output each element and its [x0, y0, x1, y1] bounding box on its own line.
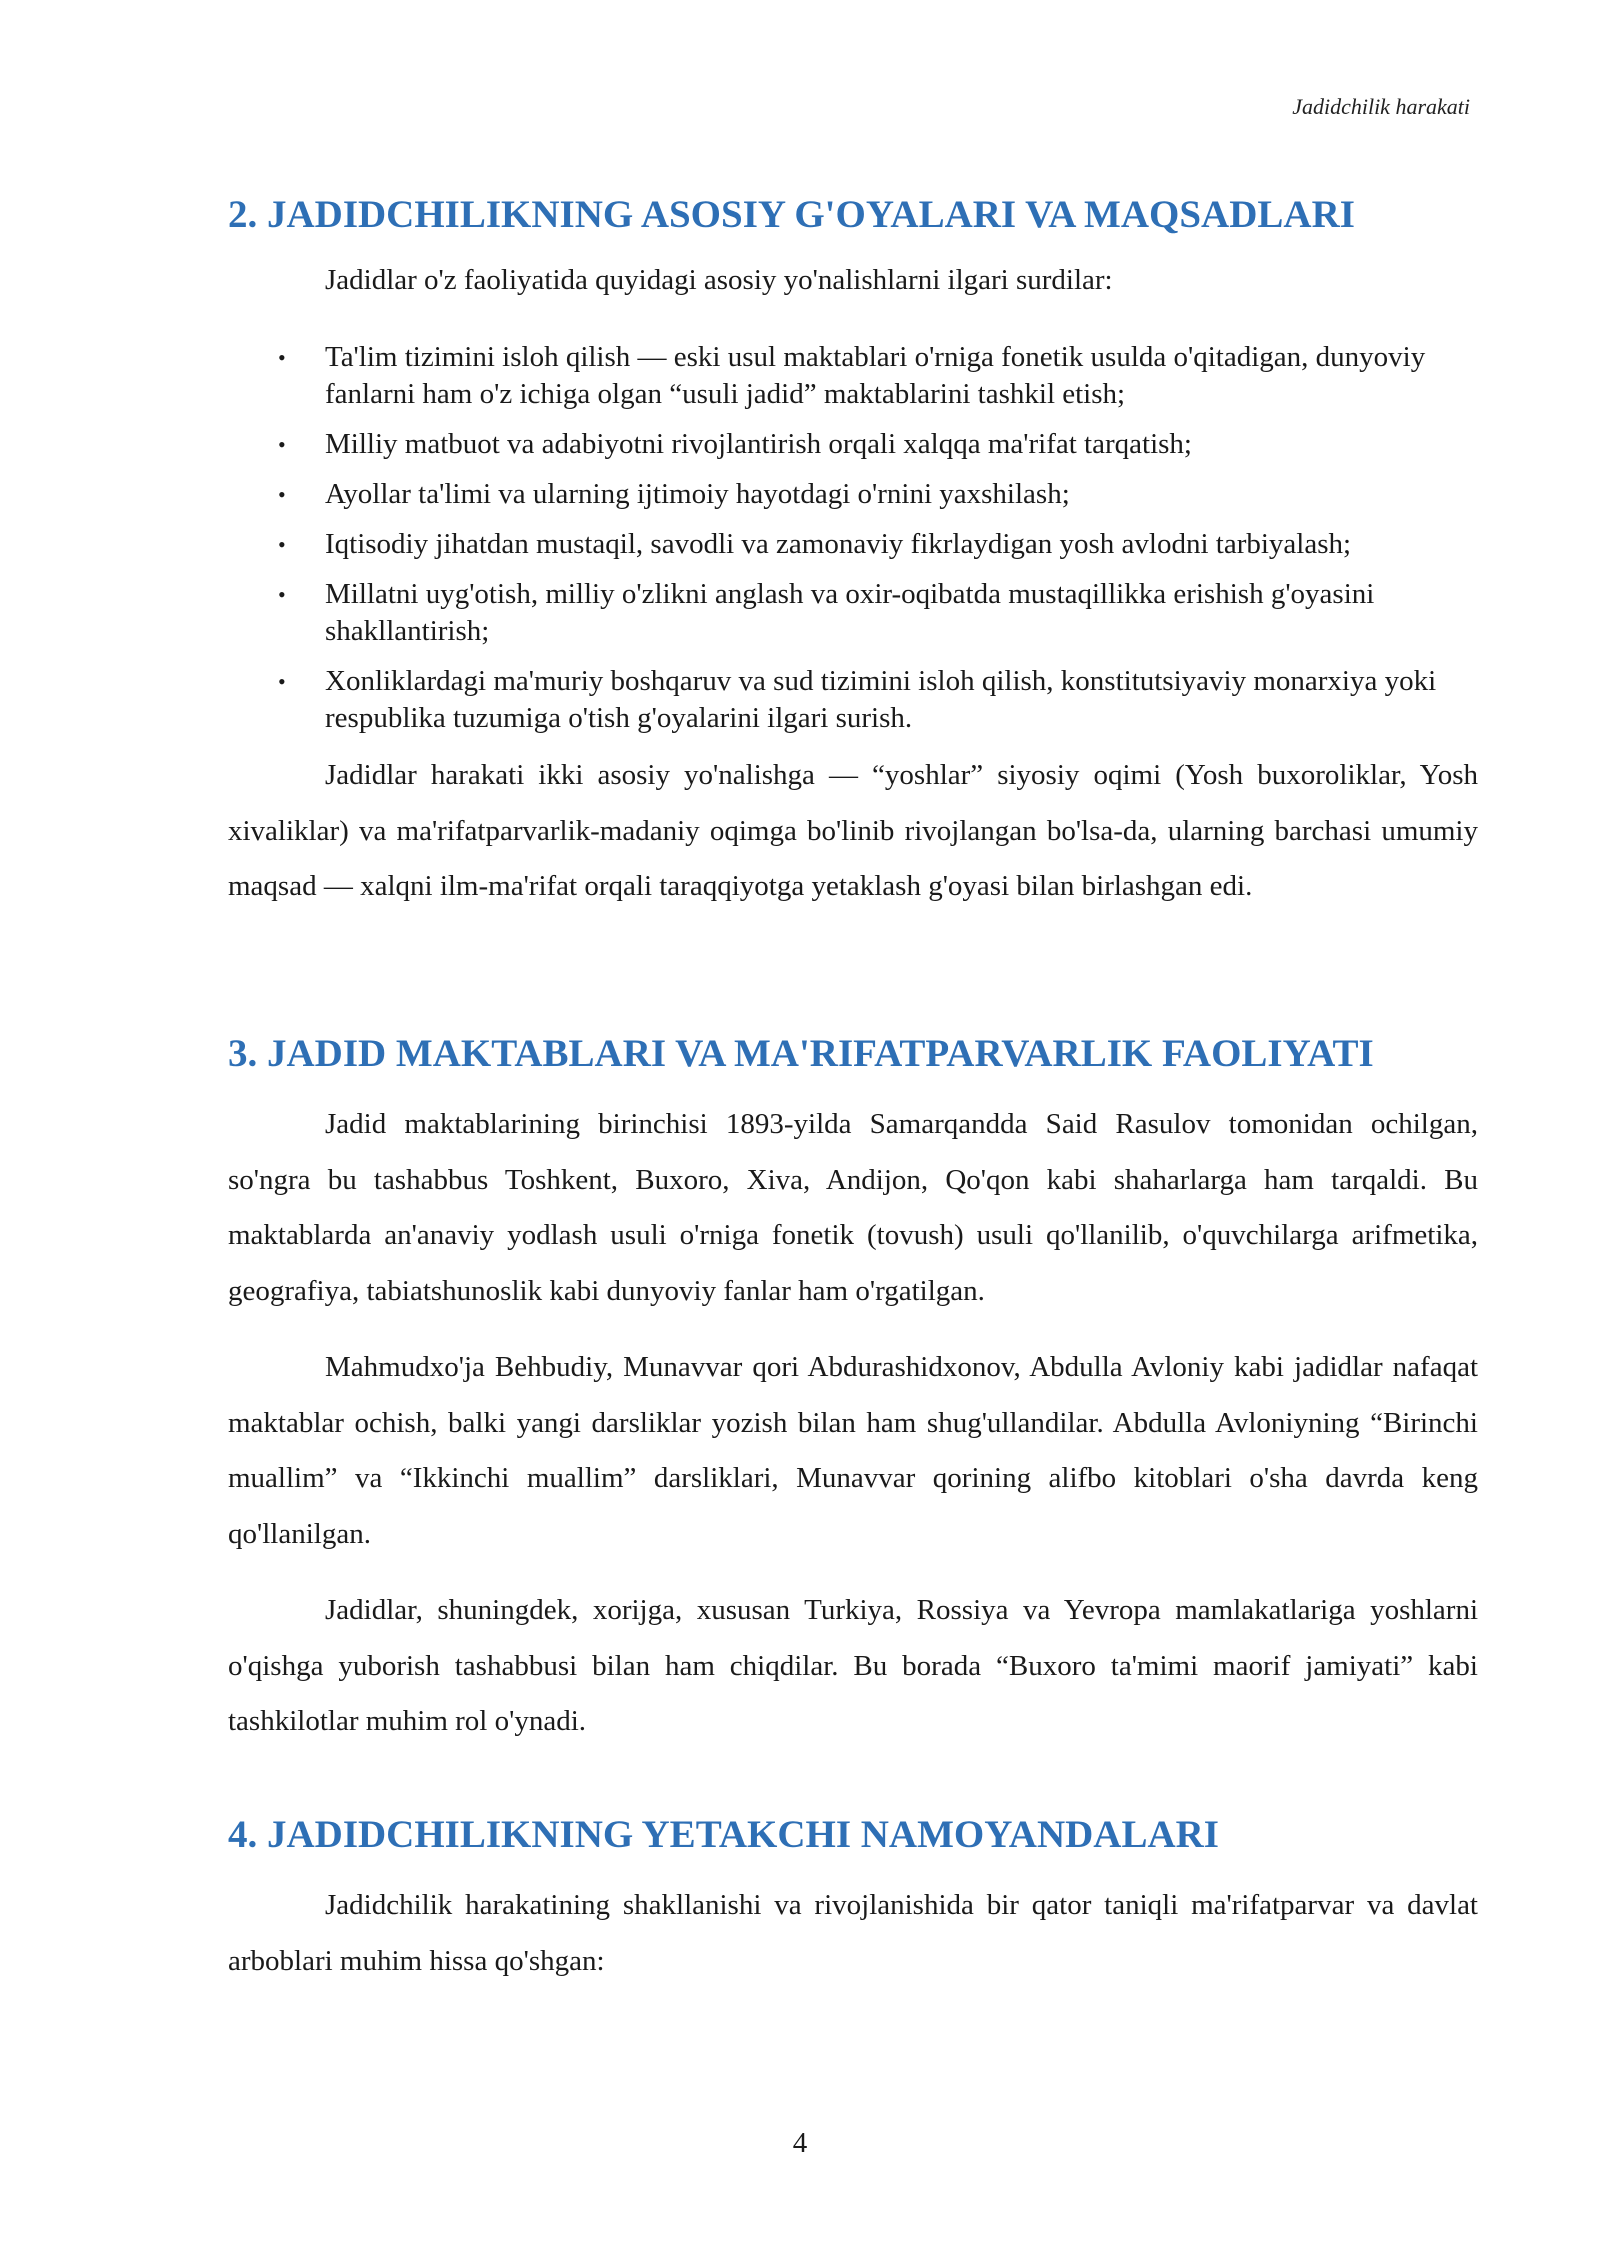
bullet-icon: •: [278, 582, 286, 607]
list-item-text: Ta'lim tizimini isloh qilish — eski usul maktablari o'rniga fonetik usulda o'qitadigan, dunyoviy fanlarni ham o'z ichiga olgan “usuli jadid” maktablarini tashkil etish;: [325, 341, 1426, 410]
page-number: 4: [792, 2127, 808, 2159]
bullet-icon: •: [278, 482, 286, 507]
bullet-icon: •: [278, 345, 286, 370]
section-heading-3: 3. JADID MAKTABLARI VA MA'RIFATPARVARLIK FAOLIYATI: [228, 1032, 1374, 1075]
list-item-text: Ayollar ta'limi va ularning ijtimoiy hayotdagi o'rnini yaxshilash;: [325, 478, 1070, 510]
list-item-text: Millatni uyg'otish, milliy o'zlikni anglash va oxir-oqibatda mustaqillikka erishish g'oyasini shakllantirish;: [325, 578, 1375, 647]
bullet-icon: •: [278, 432, 286, 457]
goals-bullet-list: [228, 339, 1478, 750]
section-3-paragraph-1: Jadid maktablarining birinchisi 1893-yilda Samarqandda Said Rasulov tomonidan ochilgan, so'ngra bu tashabbus Toshkent, Buxoro, Xiva, Andijon, Qo'qon kabi shaharlarga ham tarqaldi. Bu maktablarda an'anaviy yodlash usuli o'rniga fonetik (tovush) usuli qo'llanilib, o'quvchilarga arifmetika, geografiya, tabiatshunoslik kabi dunyoviy fanlar ham o'rgatilgan.: [228, 1108, 1478, 1307]
list-item: [228, 426, 1478, 463]
list-item: [228, 663, 1478, 737]
section-2-closing-paragraph: Jadidlar harakati ikki asosiy yo'nalishga — “yoshlar” siyosiy oqimi (Yosh buxoroliklar, Yosh xivaliklar) va ma'rifatparvarlik-madaniy oqimga bo'linib rivojlangan bo'lsa-da, ularning barchasi umumiy maqsad — xalqni ilm-ma'rifat orqali taraqqiyotga yetaklash g'oyasi bilan birlashgan edi.: [228, 759, 1478, 902]
list-item-text: Milliy matbuot va adabiyotni rivojlantirish orqali xalqqa ma'rifat tarqatish;: [325, 428, 1192, 460]
list-item: [228, 339, 1478, 413]
bullet-icon: •: [278, 669, 286, 694]
section-3-paragraph-3: Jadidlar, shuningdek, xorijga, xususan Turkiya, Rossiya va Yevropa mamlakatlariga yoshlarni o'qishga yuborish tashabbusi bilan ham chiqdilar. Bu borada “Buxoro ta'mimi maorif jamiyati” kabi tashkilotlar muhim rol o'ynadi.: [228, 1594, 1478, 1737]
section-4-paragraph: Jadidchilik harakatining shakllanishi va rivojlanishida bir qator taniqli ma'rifatparvar va davlat arboblari muhim hissa qo'shgan:: [228, 1889, 1478, 1977]
section-2-intro: Jadidlar o'z faoliyatida quyidagi asosiy yo'nalishlarni ilgari surdilar:: [325, 264, 1113, 296]
bullet-icon: •: [278, 532, 286, 557]
section-heading-2: 2. JADIDCHILIKNING ASOSIY G'OYALARI VA MAQSADLARI: [228, 193, 1355, 236]
list-item: [228, 526, 1478, 563]
list-item: [228, 476, 1478, 513]
running-header: Jadidchilik harakati: [1292, 94, 1470, 119]
list-item: [228, 576, 1478, 650]
section-3-paragraph-2: Mahmudxo'ja Behbudiy, Munavvar qori Abdurashidxonov, Abdulla Avloniy kabi jadidlar nafaqat maktablar ochish, balki yangi darsliklar yozish bilan ham shug'ullandilar. Abdulla Avloniyning “Birinchi muallim” va “Ikkinchi muallim” darsliklari, Munavvar qorining alifbo kitoblari o'sha davrda keng qo'llanilgan.: [228, 1351, 1478, 1550]
section-heading-4: 4. JADIDCHILIKNING YETAKCHI NAMOYANDALARI: [228, 1813, 1219, 1856]
list-item-text: Xonliklardagi ma'muriy boshqaruv va sud tizimini isloh qilish, konstitutsiyaviy monarxiya yoki respublika tuzumiga o'tish g'oyalarini ilgari surish.: [325, 665, 1437, 734]
list-item-text: Iqtisodiy jihatdan mustaqil, savodli va zamonaviy fikrlaydigan yosh avlodni tarbiyalash;: [325, 528, 1352, 560]
